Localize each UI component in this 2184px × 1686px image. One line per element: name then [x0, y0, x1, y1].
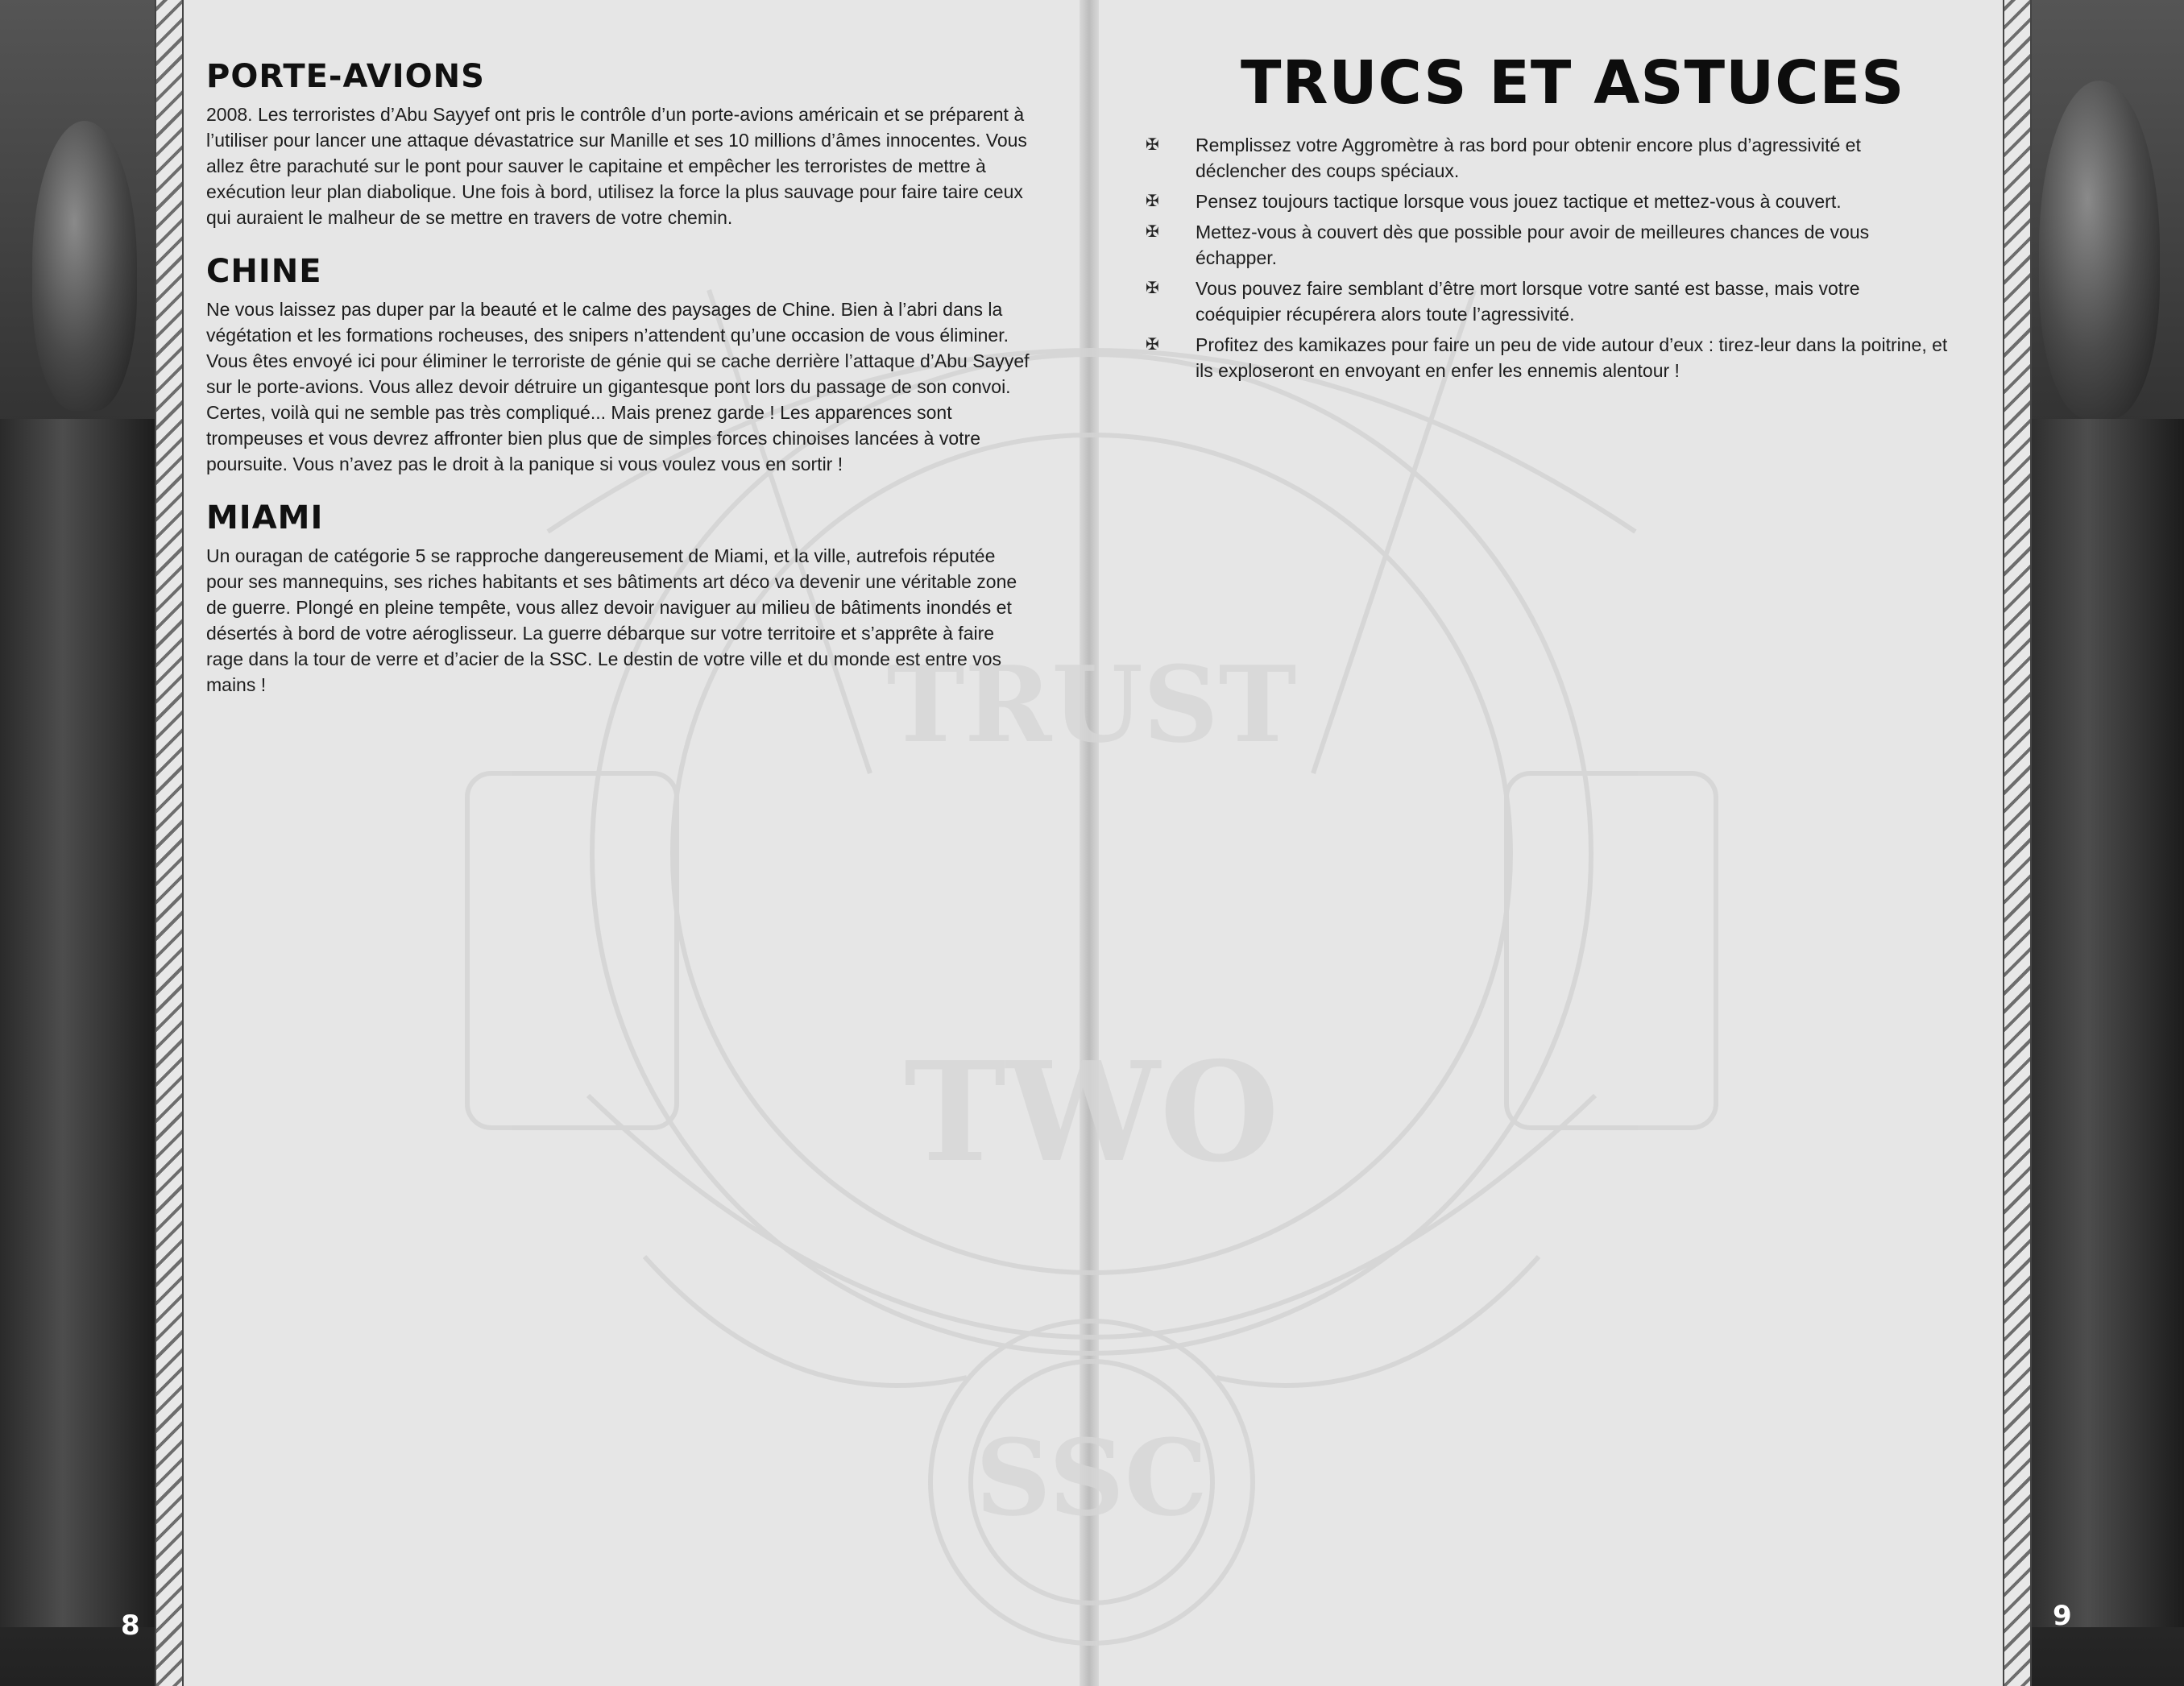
list-item: [1144, 132, 1950, 184]
section-text-porte-avions: 2008. Les terroristes d’Abu Sayyef ont pris le contrôle d’un porte-avions américain et se préparent à l’utiliser pour lancer une attaque dévastatrice sur Manille et ses 10 millions d’âmes innocentes. Vous allez être parachuté sur le pont pour sauver le capitaine et empêcher les terroristes de mettre à exécution leur plan diabolique. Une fois à bord, utilisez la force la plus sauvage pour faire taire ceux qui auraient le malheur de se mettre en travers de votre chemin.: [206, 104, 1027, 228]
left-skull-mask-shape: [32, 121, 137, 411]
watermark-ssc-text: SSC: [975, 1416, 1208, 1539]
left-ornamental-border: [155, 0, 184, 1686]
page-number-right: 9: [2053, 1600, 2072, 1632]
page-title-trucs-et-astuces: TRUCS ET ASTUCES: [1241, 48, 1905, 118]
page-number-left: 8: [121, 1609, 140, 1642]
section-title-miami: MIAMI: [206, 499, 324, 536]
tip-text: Mettez-vous à couvert dès que possible pour avoir de meilleures chances de vous échapper.: [1196, 222, 1870, 268]
list-item: [1144, 219, 1950, 271]
tip-text: Vous pouvez faire semblant d’être mort lorsque votre santé est basse, mais votre coéquipier récupérera alors toute l’agressivité.: [1196, 278, 1860, 325]
left-soldier-artwork: [0, 0, 157, 1686]
watermark-two-text: TWO: [904, 1032, 1279, 1193]
right-ornamental-border: [2003, 0, 2032, 1686]
list-item: [1144, 275, 1950, 327]
right-page-content: [1144, 48, 1950, 388]
list-item: [1144, 188, 1950, 214]
tip-text: Profitez des kamikazes pour faire un peu de vide autour d’eux : tirez-leur dans la poitrine, et ils exploseront en envoyant en enfer les ennemis alentour !: [1196, 334, 1948, 381]
left-soldier-torso: [0, 419, 157, 1627]
right-soldier-artwork: [2023, 0, 2184, 1686]
maltese-cross-icon: ✠: [1146, 223, 1159, 241]
tip-text: Remplissez votre Aggromètre à ras bord pour obtenir encore plus d’agressivité et déclencher des coups spéciaux.: [1196, 135, 1861, 181]
section-text-miami: Un ouragan de catégorie 5 se rapproche dangereusement de Miami, et la ville, autrefois réputée pour ses mannequins, ses riches habitants et ses bâtiments art déco va devenir une véritable zone de guerre. Plongé en pleine tempête, vous allez devoir naviguer au milieu de bâtiments inondés et désertés à bord de votre aéroglisseur. La guerre débarque sur votre territoire et s’apprête à faire rage dans la tour de verre et d’acier de la SSC. Le destin de votre ville et du monde est entre vos mains !: [206, 545, 1017, 695]
tip-text: Pensez toujours tactique lorsque vous jouez tactique et mettez-vous à couvert.: [1196, 191, 1842, 212]
left-page-content: [206, 58, 1036, 720]
maltese-cross-icon: ✠: [1146, 193, 1159, 210]
maltese-cross-icon: ✠: [1146, 336, 1159, 354]
section-text-chine: Ne vous laissez pas duper par la beauté et le calme des paysages de Chine. Bien à l’abri dans la végétation et les formations rocheuses, des snipers n’attendent qu’une occasion de vous éliminer. Vous êtes envoyé ici pour éliminer le terroriste de génie qui se cache derrière l’attaque d’Abu Sayyef sur le porte-avions. Vous allez devoir détruire un gigantesque pont lors du passage de son convoi. Certes, voilà qui ne semble pas très compliqué... Mais prenez garde ! Les apparences sont trompeuses et vous devrez affronter bien plus que de simples forces chinoises lancées à votre poursuite. Vous n’avez pas le droit à la panique si vous voulez vous en sortir !: [206, 299, 1030, 474]
list-item: [1144, 332, 1950, 383]
maltese-cross-icon: ✠: [1146, 136, 1159, 154]
right-skull-mask-shape: [2039, 81, 2160, 419]
section-title-chine: CHINE: [206, 253, 322, 290]
page-gutter: [1080, 0, 1099, 1686]
tips-list: [1144, 132, 1950, 383]
section-title-porte-avions: PORTE-AVIONS: [206, 58, 485, 95]
right-soldier-torso: [2023, 419, 2184, 1627]
maltese-cross-icon: ✠: [1146, 280, 1159, 297]
watermark-trust-text: TRUST: [886, 643, 1297, 766]
